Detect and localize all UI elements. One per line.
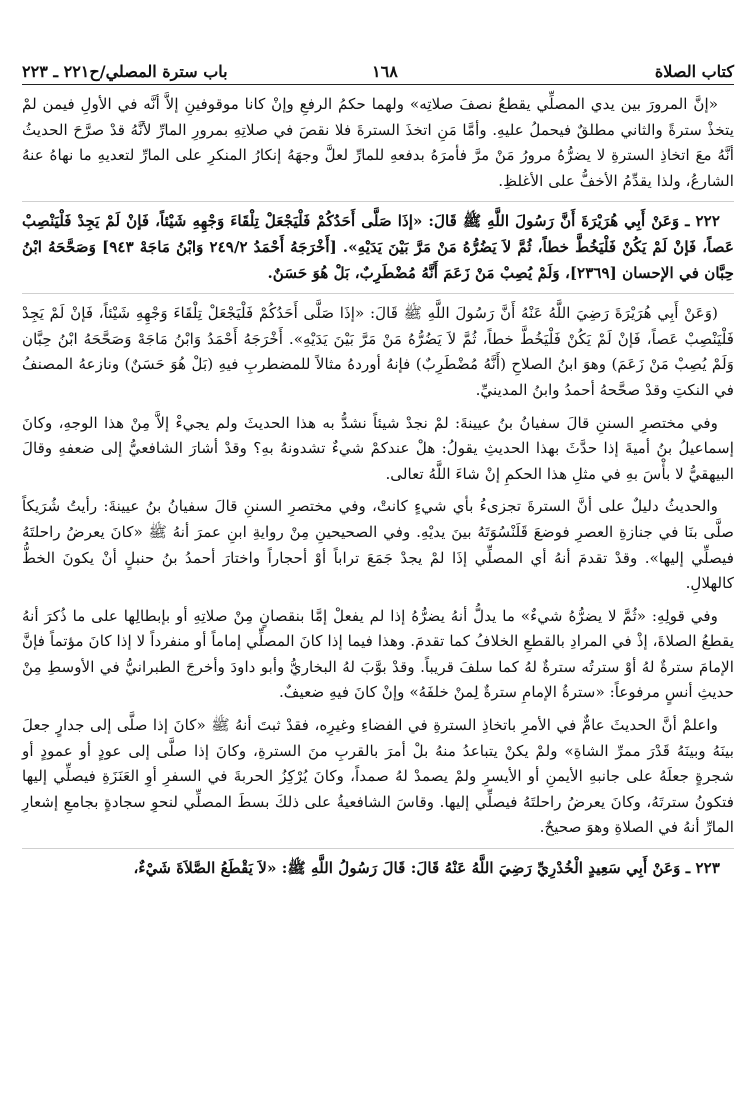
commentary-paragraph: والحديثُ دليلٌ على أنَّ السترةَ تجزىءُ بأي شيءٍ كانتْ، وفي مختصرِ السننِ قالَ سفيانُ بنُ عيينةَ: رأيتُ شُرَيكاً صلَّى بنَا في جنازةِ العصرِ فوضعَ قَلَنْسُوَتَهُ بينَ يديْهِ. وفي الصحيحينِ مِنْ روايةِ ابنِ عمرَ أنهُ ﷺ «كانَ يعرضُ راحلتَهُ فيصلِّي إليها». وقدْ تقدمَ أنهُ أي المصلِّي إذَا لمْ يجدْ جَمَعَ تراباً أوْ أحجاراً واختارَ أحمدُ بنُ حنبلٍ أنْ يكونَ الخطُّ كالهلالِ. bbox=[22, 497, 734, 593]
chapter-title: باب سترة المصلي/ح٢٢١ ـ ٢٢٣ bbox=[22, 62, 228, 81]
hadith-222-text: ٢٢٢ ـ وَعَنْ أَبِي هُرَيْرَةَ أَنَّ رَسُولَ اللَّهِ ﷺ قَالَ: «إذَا صَلَّى أَحَدُكُمْ فَلْيَجْعَلْ تِلْقَاءَ وَجْهِهِ شَيْئاً، فَإنْ لَمْ يَجِدْ فَلْيَنْصِبْ عَصاً، فَإنْ لَمْ يَكُنْ فَلْيَخُطَّ خطاً، ثُمَّ لاَ يَضُرُّهُ مَنْ مَرَّ بَيْنَ يَدَيْهِ». [أَخْرَجَهُ أَحْمَدُ ٢٤٩/٢ وَابْنُ مَاجَهْ ٩٤٣] وَصَحَّحَهُ ابْنُ حِبَّان في الإحسان [٢٣٦٩]، وَلَمْ يُصِبْ مَنْ زَعَمَ أَنَّهُ مُضْطَرِبٌ، بَلْ هُوَ حَسَنٌ. bbox=[22, 212, 735, 282]
commentary-paragraph: «إنَّ المرورَ بين يدي المصلِّي يقطعُ نصفَ صلاتِه» ولهما حكمُ الرفعِ وإنْ كانا موقوفينِ إلاَّ أنَّه في الأولِ فيمن لمْ يتخذْ سترةً والثاني مطلقٌ فيحملُ عليهِ. وأمَّا مَنِ اتخذَ السترةَ فلا نقصَ في صلاتِهِ بمرورِ المارِّ لأنَّهُ قدْ صرَّحَ الحديثُ أنَّهُ معَ اتخاذِ السترةِ لا يضرُّهُ مرورُ مَنْ مرَّ فأمرَهُ بدفعهِ للمارِّ لعلَّ وجهَهُ إنكارُ المنكرِ على المارِّ لتعديهِ ما نهاهُ عنهُ الشارعُ، ولذا يقدِّمُ الأخفُّ على الأغلظِ. bbox=[22, 95, 734, 190]
header-rule bbox=[22, 84, 734, 85]
page-header bbox=[22, 56, 734, 86]
commentary-paragraph: وفي مختصرِ السننِ قالَ سفيانُ بنُ عيينةَ: لمْ نجدْ شيئاً نشدُّ به هذا الحديثَ ولم يجيءْ إلاَّ مِنْ هذا الوجهِ، وكانَ إسماعيلُ بنُ أميةَ إذا حدَّثَ بهذا الحديثِ يقولُ: هلْ عندكمْ شيءٌ تشدونهُ بهِ؟ وقدْ أشارَ الشافعيُّ إلى ضعفهِ وقالَ البيهقيُّ لا بأْسَ بهِ في مثلِ هذا الحكمِ إنْ شاءَ اللَّهُ تعالى. bbox=[22, 413, 734, 483]
section-divider bbox=[22, 293, 734, 294]
page-number: ١٦٨ bbox=[372, 62, 398, 81]
commentary-paragraph: (وَعَنْ أَبِي هُرَيْرَةَ رَضِيَ اللَّهُ عَنْهُ أَنَّ رَسُولَ اللَّهِ ﷺ قَالَ: «إذَا صَلَّى أَحَدُكُمْ فَلْيَجْعَلْ تِلْقَاءَ وَجْهِهِ شَيْئاً، فَإنْ لَمْ يَجِدْ فَلْيَنْصِبْ عَصاً، فَإنْ لَمْ يَكُنْ فَلْيَخُطَّ خطاً، ثُمَّ لاَ يَضُرُّهُ مَنْ مَرَّ بَيْنَ يَدَيْهِ». أَخْرَجَهُ أَحْمَدُ وَابْنُ مَاجَهْ وَصَحَّحَهُ ابْنُ حِبَّان وَلَمْ يُصِبْ مَنْ زَعَمَ) وهوَ ابنُ الصلاحِ (أَنَّهُ مُضْطَرِبٌ) فإنهُ أوردهُ مثالاً للمضطربِ فيهِ (بَلْ هُوَ حَسَنٌ) ونازعهُ المصنفُ في النكتِ وقدْ صحَّحهُ أحمدُ وابنُ المدينيِّ. bbox=[22, 304, 734, 399]
section-divider bbox=[22, 848, 734, 849]
book-title: كتاب الصلاة bbox=[654, 62, 734, 81]
commentary-paragraph: وفي قولِهِ: «ثُمَّ لا يضرُّهُ شيءٌ» ما يدلُّ أنهُ يضرُّهُ إذا لم يفعلْ إمَّا بنقصانٍ مِنْ صلاتِهِ أو بإبطالِها على ما ذُكرَ أنهُ يقطعُ الصلاةَ، إذْ في المرادِ بالقطعِ الخلافُ كما تقدمَ. وهذا فيما إذا كانَ المصلِّي إماماً أو منفرداً لا إذا كانَ مؤتماً فإنَّ الإمامَ سترةٌ لهُ أوْ سترتُه سترةٌ لهُ كما سلفَ قريباً. وقدْ بوَّبَ لهُ البخاريُّ وأبو داودَ وأخرجَ الطبرانيُّ في الأوسطِ مِنْ حديثِ أنسٍ مرفوعاً: «سترةُ الإمامِ سترةٌ لِمنْ خلفَهُ» وإنْ كانَ فيهِ ضعيفٌ. bbox=[22, 606, 734, 702]
hadith-223-text: ٢٢٣ ـ وَعَنْ أَبِي سَعِيدٍ الْخُدْرِيِّ رَضِيَ اللَّهُ عَنْهُ قَالَ: قَالَ رَسُولُ اللَّهِ ﷺ: «لاَ يَقْطَعُ الصَّلاَةَ شَيْءٌ، bbox=[133, 859, 720, 878]
page-body bbox=[22, 92, 734, 889]
section-divider bbox=[22, 201, 734, 202]
commentary-paragraph: واعلمْ أنَّ الحديثَ عامٌّ في الأمرِ باتخاذِ السترةِ في الفضاءِ وغيرِه، فقدْ ثبتَ أنهُ ﷺ «كانَ إذا صلَّى إلى جدارٍ جعلَ بينَهُ وبينَهُ قَدْرَ ممرِّ الشاةِ» ولمْ يكنْ يتباعدُ منهُ بلْ أمرَ بالقربِ منَ السترةِ، وكانَ إذا صلَّى إلى عودٍ أو عمودٍ أو شجرةٍ جعلَهُ على جانبهِ الأيمنِ أو الأيسرِ ولمْ يصمدْ لهُ صمداً، وكانَ يُرْكِزُ الحربةَ في السفرِ أوِ العَنَزَةِ فيصلِّي إليها فتكونُ سترتَهُ، وكانَ يعرضُ راحلتَهُ فيصلِّي إليها. وقاسَ الشافعيةُ على ذلكَ بسطَ المصلِّي لنحوِ سجادةٍ بجامعِ إشعارِ المارِّ أنهُ في الصلاةِ وهوَ صحيحٌ. bbox=[22, 716, 734, 837]
